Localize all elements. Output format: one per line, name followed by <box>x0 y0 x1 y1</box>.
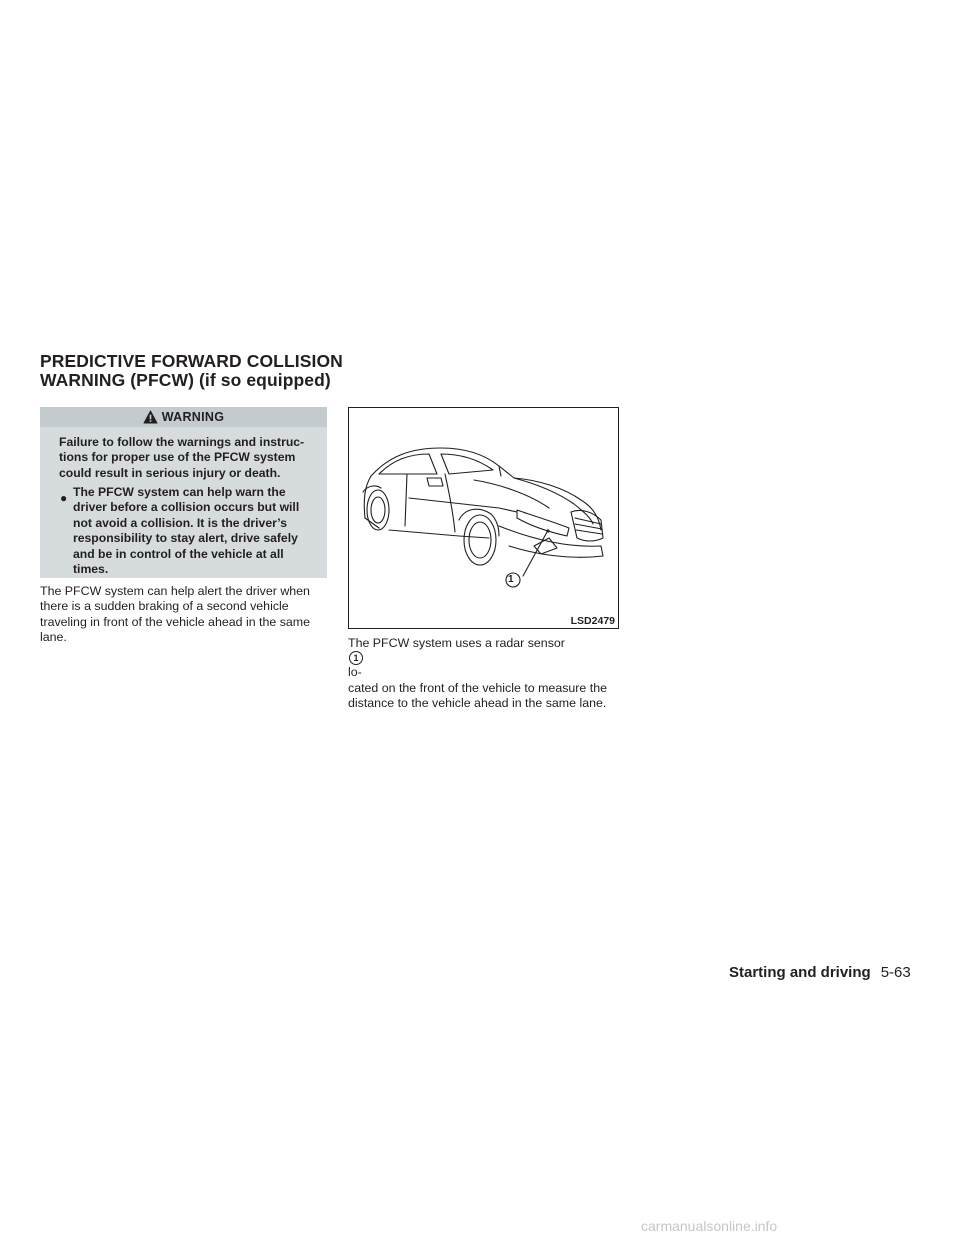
warning-bullet-line: driver before a collision occurs but will <box>73 500 300 515</box>
paragraph-line: cated on the front of the vehicle to measure the <box>348 680 607 695</box>
bullet-icon: ● <box>60 491 68 505</box>
warning-triangle-icon <box>143 410 158 424</box>
paragraph-line: traveling in front of the vehicle ahead in the same <box>40 614 311 629</box>
figure-code: LSD2479 <box>570 615 615 627</box>
paragraph-text: The PFCW system uses a radar sensor <box>348 636 565 650</box>
footer-page-number: 5-63 <box>880 964 911 981</box>
paragraph-line: lane. <box>40 630 67 645</box>
sensor-paragraph <box>348 636 607 712</box>
warning-bullet-line: and be in control of the vehicle at all <box>73 546 284 561</box>
page-footer <box>729 964 911 981</box>
paragraph-text: lo- <box>348 665 362 680</box>
section-title <box>40 352 480 390</box>
warning-header <box>40 407 327 427</box>
warning-bullet-line: not avoid a collision. It is the driver’s <box>73 515 288 530</box>
section-title-line-2: WARNING (PFCW) (if so equipped) <box>40 370 331 390</box>
section-title-line-1: PREDICTIVE FORWARD COLLISION <box>40 351 343 371</box>
footer-section-name: Starting and driving <box>729 964 871 981</box>
intro-paragraph <box>40 584 310 646</box>
warning-intro-line: tions for proper use of the PFCW system <box>59 450 296 465</box>
warning-bullet-text <box>73 485 323 577</box>
warning-bullet-line: times. <box>73 562 109 577</box>
callout-circle-icon: 1 <box>349 651 363 665</box>
paragraph-line <box>348 636 607 681</box>
radar-sensor-figure <box>348 407 619 629</box>
paragraph-line: The PFCW system can help alert the driver when <box>40 584 310 598</box>
warning-bullet-line: responsibility to stay alert, drive safely <box>73 531 298 546</box>
warning-intro-line: Failure to follow the warnings and instruc- <box>59 435 305 449</box>
paragraph-line: distance to the vehicle ahead in the same lane. <box>348 696 607 711</box>
warning-bullet-line: The PFCW system can help warn the <box>73 485 286 499</box>
figure-callout-number: 1 <box>508 574 514 585</box>
warning-title: WARNING <box>161 410 225 424</box>
paragraph-line: there is a sudden braking of a second vehicle <box>40 599 289 614</box>
warning-intro-line: could result in serious injury or death. <box>59 465 281 480</box>
car-illustration-icon <box>349 408 618 628</box>
watermark: carmanualsonline.info <box>641 1218 778 1234</box>
warning-box <box>40 407 327 578</box>
warning-intro <box>59 435 322 481</box>
